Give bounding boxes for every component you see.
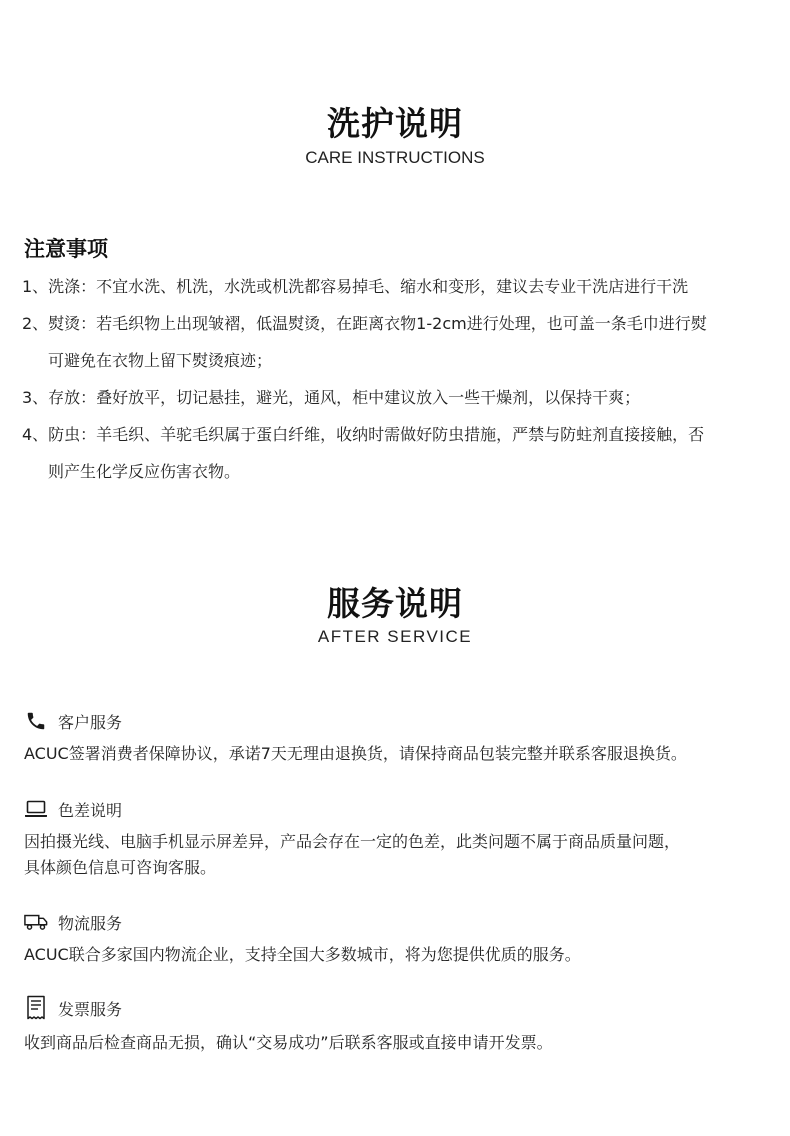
service-text-invoice: 收到商品后检查商品无损，确认“交易成功”后联系客服或直接申请开发票。 — [24, 1033, 553, 1052]
service-text-customer: ACUC签署消费者保障协议，承诺7天无理由退换货，请保持商品包装完整并联系客服退换货。 — [24, 744, 687, 763]
care-note-1: 1、洗涤：不宜水洗、机洗，水洗或机洗都容易掉毛、缩水和变形，建议去专业干洗店进行干洗 — [22, 277, 689, 296]
service-label-color: 色差说明 — [58, 800, 123, 820]
service-label-invoice: 发票服务 — [58, 999, 123, 1019]
service-subtitle: AFTER SERVICE — [317, 627, 473, 646]
care-subtitle: CARE INSTRUCTIONS — [305, 148, 485, 167]
care-note-4: 4、防虫：羊毛织、羊驼毛织属于蛋白纤维，收纳时需做好防虫措施，严禁与防蛀剂直接接触，否 — [22, 425, 705, 444]
service-label-logistics: 物流服务 — [58, 913, 123, 933]
service-label-customer: 客户服务 — [58, 712, 123, 732]
service-text-color-1: 因拍摄光线、电脑手机显示屏差异，产品会存在一定的色差，此类问题不属于商品质量问题， — [24, 832, 681, 851]
care-note-2: 2、熨烫：若毛织物上出现皱褶，低温熨烫，在距离衣物1-2cm进行处理，也可盖一条毛巾进行熨 — [22, 314, 707, 333]
laptop-icon — [24, 797, 48, 821]
service-title: 服务说明 — [327, 584, 463, 623]
care-title: 洗护说明 — [327, 104, 463, 143]
notes-heading: 注意事项 — [24, 237, 108, 261]
care-note-4-cont: 则产生化学反应伤害衣物。 — [48, 462, 241, 481]
phone-icon — [24, 709, 48, 733]
care-note-3: 3、存放：叠好放平，切记悬挂，避光，通风，柜中建议放入一些干燥剂，以保持干爽； — [22, 388, 641, 407]
service-text-logistics: ACUC联合多家国内物流企业，支持全国大多数城市，将为您提供优质的服务。 — [24, 945, 581, 964]
care-note-2-cont: 可避免在衣物上留下熨烫痕迹； — [48, 351, 273, 370]
service-text-color-2: 具体颜色信息可咨询客服。 — [24, 858, 217, 877]
invoice-icon — [24, 996, 48, 1020]
truck-icon — [24, 910, 48, 934]
